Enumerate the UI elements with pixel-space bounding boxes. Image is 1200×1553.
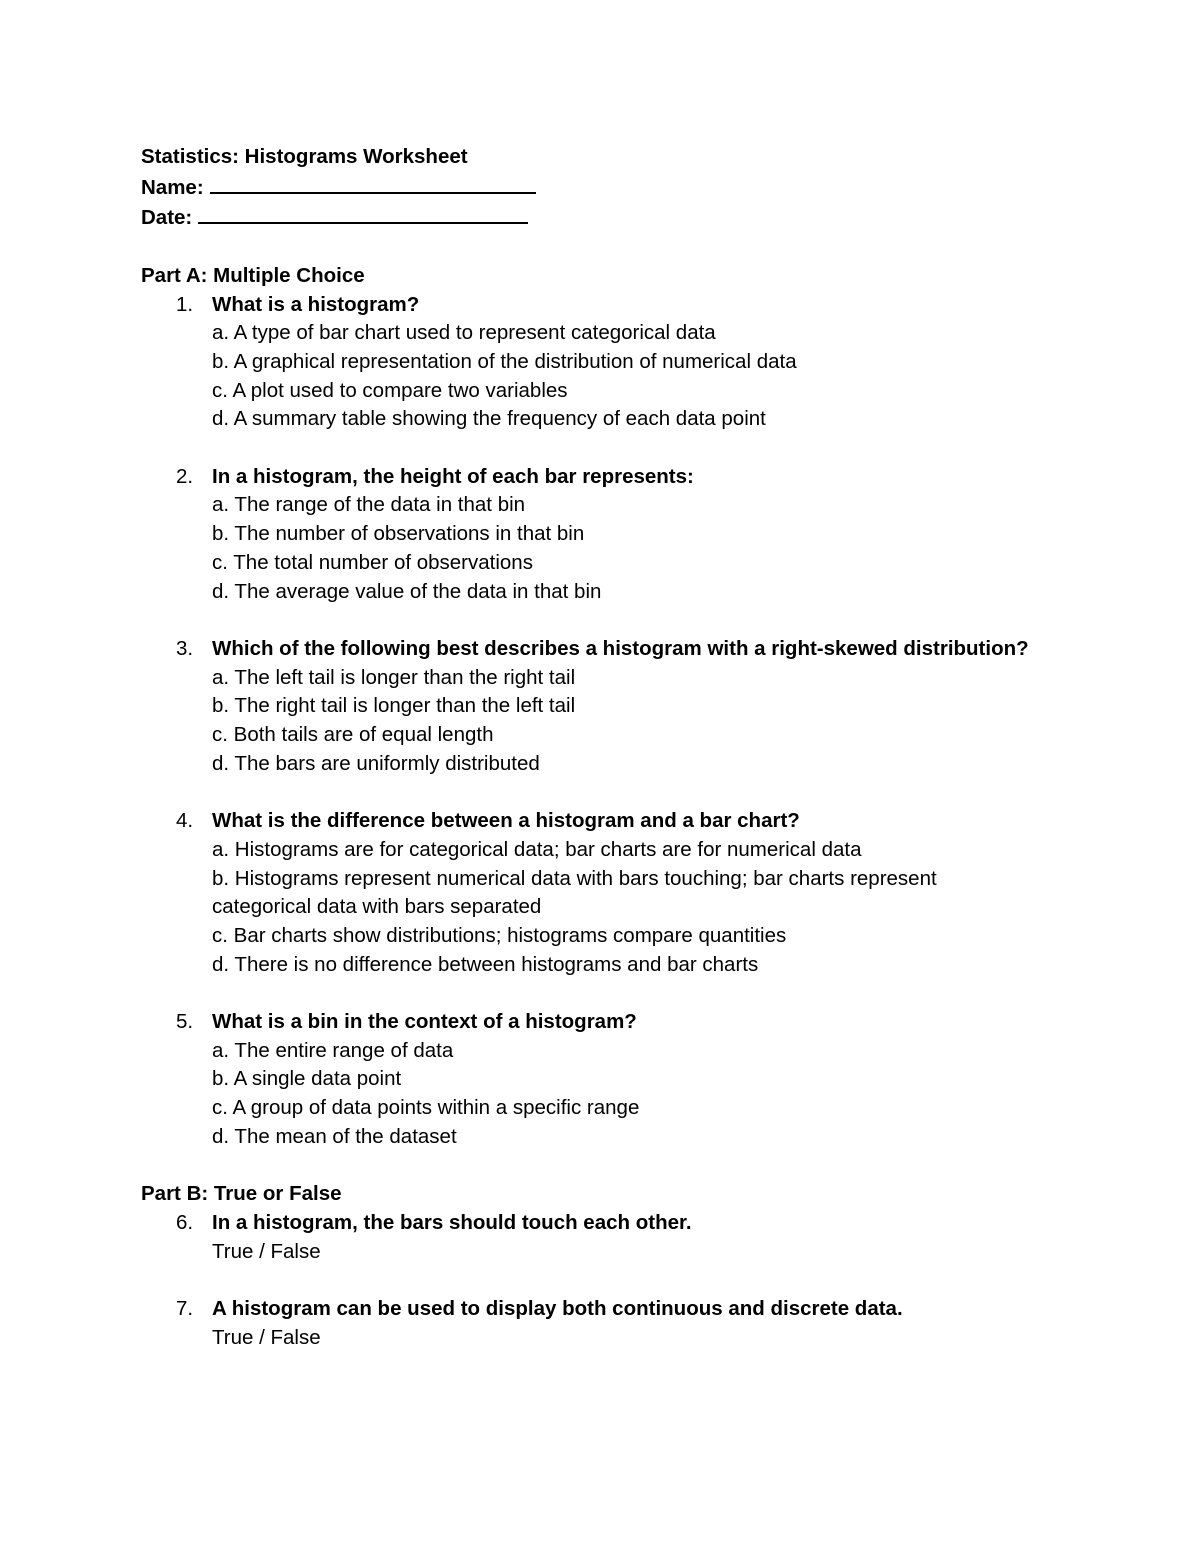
option-a[interactable]: a. Histograms are for categorical data; bar charts are for numerical data xyxy=(212,837,862,861)
option-c[interactable]: c. A plot used to compare two variables xyxy=(212,378,568,402)
option-a[interactable]: a. The range of the data in that bin xyxy=(212,493,526,517)
question-number: 5. xyxy=(176,1010,194,1034)
date-row xyxy=(141,202,1141,233)
question-7 xyxy=(141,1295,1141,1352)
date-label: Date: xyxy=(141,206,193,230)
spacer xyxy=(141,606,1141,635)
option-c[interactable]: c. A group of data points within a specific range xyxy=(212,1096,640,1120)
option-a[interactable]: a. The left tail is longer than the right tail xyxy=(212,665,576,689)
question-2 xyxy=(141,463,1141,607)
spacer xyxy=(141,434,1141,463)
date-blank[interactable] xyxy=(198,202,528,224)
option-b[interactable]: b. Histograms represent numerical data with bars touching; bar charts represent categorical data with bars separated xyxy=(212,866,937,919)
question-number: 7. xyxy=(176,1297,194,1321)
spacer xyxy=(141,1266,1141,1295)
question-text: In a histogram, the height of each bar represents: xyxy=(212,464,694,488)
name-row xyxy=(141,172,1141,203)
spacer xyxy=(141,778,1141,807)
question-text: A histogram can be used to display both continuous and discrete data. xyxy=(212,1297,903,1321)
question-text: What is the difference between a histogram and a bar chart? xyxy=(212,809,800,833)
spacer xyxy=(141,233,1141,262)
question-text: Which of the following best describes a histogram with a right-skewed distribution? xyxy=(212,636,1029,660)
question-4 xyxy=(141,807,1141,979)
question-1 xyxy=(141,291,1141,435)
option-b[interactable]: b. A graphical representation of the distribution of numerical data xyxy=(212,349,797,373)
question-body xyxy=(212,463,1141,607)
question-body xyxy=(212,1209,1141,1266)
option-a[interactable]: a. The entire range of data xyxy=(212,1038,454,1062)
question-body xyxy=(212,1295,1141,1352)
question-6 xyxy=(141,1209,1141,1266)
question-number: 2. xyxy=(176,464,194,488)
true-false-answer[interactable]: True / False xyxy=(212,1239,321,1263)
question-number: 4. xyxy=(176,809,194,833)
question-number: 3. xyxy=(176,636,194,660)
option-d[interactable]: d. The bars are uniformly distributed xyxy=(212,751,540,775)
worksheet-title: Statistics: Histograms Worksheet xyxy=(141,145,468,168)
part-b-heading: Part B: True or False xyxy=(141,1182,342,1206)
option-a[interactable]: a. A type of bar chart used to represent categorical data xyxy=(212,321,716,345)
question-body xyxy=(212,291,1141,435)
option-c[interactable]: c. Bar charts show distributions; histograms compare quantities xyxy=(212,923,787,947)
option-b[interactable]: b. The number of observations in that bin xyxy=(212,522,585,546)
option-c[interactable]: c. The total number of observations xyxy=(212,550,533,574)
part-a-heading: Part A: Multiple Choice xyxy=(141,263,365,287)
option-d[interactable]: d. A summary table showing the frequency of each data point xyxy=(212,407,766,431)
name-label: Name: xyxy=(141,175,204,199)
name-blank[interactable] xyxy=(210,172,536,194)
question-body xyxy=(212,635,1141,779)
question-text: What is a bin in the context of a histogram? xyxy=(212,1010,637,1034)
question-text: In a histogram, the bars should touch each other. xyxy=(212,1210,692,1234)
option-d[interactable]: d. There is no difference between histograms and bar charts xyxy=(212,952,759,976)
option-b[interactable]: b. A single data point xyxy=(212,1067,402,1091)
spacer xyxy=(141,979,1141,1008)
true-false-answer[interactable]: True / False xyxy=(212,1325,321,1349)
option-b[interactable]: b. The right tail is longer than the left tail xyxy=(212,694,576,718)
spacer xyxy=(141,1152,1141,1181)
option-d[interactable]: d. The average value of the data in that bin xyxy=(212,579,602,603)
question-text: What is a histogram? xyxy=(212,292,420,316)
question-3 xyxy=(141,635,1141,779)
question-number: 6. xyxy=(176,1210,194,1234)
question-body xyxy=(212,807,1141,979)
question-5 xyxy=(141,1008,1141,1152)
worksheet-page xyxy=(141,143,1141,1352)
question-body xyxy=(212,1008,1141,1152)
option-d[interactable]: d. The mean of the dataset xyxy=(212,1124,457,1148)
question-number: 1. xyxy=(176,292,194,316)
option-c[interactable]: c. Both tails are of equal length xyxy=(212,723,494,747)
